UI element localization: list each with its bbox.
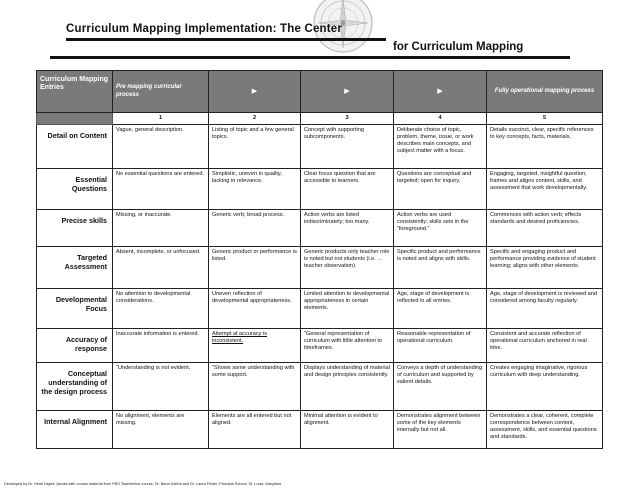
- table-cell: Specific product and performance is noted and aligns with skills.: [394, 247, 487, 289]
- level-number-row: [37, 113, 603, 125]
- table-cell: Demonstrates alignment between some of the key elements internally but not all.: [394, 411, 487, 449]
- table-cell: Listing of topic and a few general topics.: [209, 125, 301, 169]
- table-cell: Action verbs are listed indiscriminately; too many.: [301, 210, 394, 247]
- table-cell: Simplistic, uneven in quality, lacking in relevance.: [209, 169, 301, 210]
- page-title: Curriculum Mapping Implementation: The Center: [66, 23, 343, 35]
- table-row: [37, 210, 603, 247]
- level-blank-cell: [37, 113, 113, 125]
- table-cell: Commences with action verb; effects standards and desired proficiencies.: [487, 210, 603, 247]
- row-label: Accuracy of response: [37, 329, 113, 363]
- table-row: [37, 125, 603, 169]
- table-cell: Displays understanding of material and design principles consistently.: [301, 363, 394, 411]
- table-cell: Consistent and accurate reflection of operational curriculum anchored in real time.: [487, 329, 603, 363]
- table-row: [37, 169, 603, 210]
- table-row: [37, 363, 603, 411]
- table-cell: Conveys a depth of understanding of curriculum and supported by salient details.: [394, 363, 487, 411]
- level-number: 2: [209, 113, 301, 125]
- table-cell: Age, stage of development is reflected in all entries.: [394, 289, 487, 329]
- corner-label: Curriculum Mapping Entries: [37, 71, 113, 113]
- table-cell: No alignment, elements are missing.: [113, 411, 209, 449]
- table-cell: Generic verb; broad process.: [209, 210, 301, 247]
- table-cell: Limited attention to developmental appropriateness in certain elements.: [301, 289, 394, 329]
- table-cell: “Understanding is not evident.: [113, 363, 209, 411]
- row-label: Essential Questions: [37, 169, 113, 210]
- row-label: Precise skills: [37, 210, 113, 247]
- table-cell: Action verbs are used consistently; skills sets in the “foreground.”: [394, 210, 487, 247]
- arrow-icon: ▶: [301, 71, 394, 113]
- table-row: [37, 247, 603, 289]
- table-cell: Reasonable representation of operational curriculum.: [394, 329, 487, 363]
- arrow-icon: ▶: [394, 71, 487, 113]
- row-label: Detail on Content: [37, 125, 113, 169]
- table-cell: Questions are conceptual and targeted; open for inquiry.: [394, 169, 487, 210]
- table-row: [37, 329, 603, 363]
- table-cell: Uneven reflection of developmental appropriateness.: [209, 289, 301, 329]
- table-cell: Attempt at accuracy is inconsistent.: [209, 329, 301, 363]
- table-cell: Generic products only teacher role is noted but not students (i.e. …teacher observation).: [301, 247, 394, 289]
- level-number: 5: [487, 113, 603, 125]
- table-cell: Missing, or inaccurate.: [113, 210, 209, 247]
- table-cell: Absent, incomplete, or unfocused.: [113, 247, 209, 289]
- table-cell: Minimal attention is evident to alignment.: [301, 411, 394, 449]
- header: [0, 0, 638, 70]
- table-cell: Clear focus question that are accessible to learners.: [301, 169, 394, 210]
- header-row: [37, 71, 603, 113]
- arrow-icon: ▶: [209, 71, 301, 113]
- table-row: [37, 411, 603, 449]
- table-cell: “Shows some understanding with some support.: [209, 363, 301, 411]
- row-label: Internal Alignment: [37, 411, 113, 449]
- title-rule-bottom: [50, 56, 570, 59]
- table-row: [37, 289, 603, 329]
- table-cell: Concept with supporting subcomponents.: [301, 125, 394, 169]
- row-label: Developmental Focus: [37, 289, 113, 329]
- table-cell: Inaccurate information is entered.: [113, 329, 209, 363]
- table-cell: Details succinct, clear, specific references to key concepts, facts, materials.: [487, 125, 603, 169]
- footer-credit: Developed by Dr. Heidi Hayes Jacobs with course material from PBS Teacherline course, Dr. Bena Kallick and Dr. Laura Fisher, Principia School, St. Louis, Maryland: [4, 482, 282, 486]
- title-rule-top: [66, 38, 386, 41]
- rubric-table: [36, 70, 603, 449]
- row-label: Conceptual understanding of the design process: [37, 363, 113, 411]
- table-cell: No essential questions are entered.: [113, 169, 209, 210]
- table-cell: Specific and engaging product and performance providing evidence of student learning; aligns with other elements.: [487, 247, 603, 289]
- row-label: Targeted Assessment: [37, 247, 113, 289]
- fully-operational-label: Fully operational mapping process: [487, 71, 603, 113]
- page-subtitle: for Curriculum Mapping: [393, 41, 524, 53]
- table-cell: Engaging, targeted, insightful question; frames and aligns content, skills, and assessment that work developmentally.: [487, 169, 603, 210]
- table-cell: No attention to developmental considerations.: [113, 289, 209, 329]
- table-cell: Age, stage of development is reviewed and considered among faculty regularly.: [487, 289, 603, 329]
- table-cell: Deliberate choice of topic, problem, theme, issue, or work describes main concepts, and subject matter with a focus.: [394, 125, 487, 169]
- level-number: 1: [113, 113, 209, 125]
- table-cell: Creates engaging imaginative, rigorous curriculum with deep understanding.: [487, 363, 603, 411]
- level-number: 4: [394, 113, 487, 125]
- table-cell: Elements are all entered but not aligned.: [209, 411, 301, 449]
- table-cell: Vague, general description.: [113, 125, 209, 169]
- premapping-label: Pre mapping curricular process: [113, 71, 209, 113]
- table-cell: “General representation of curriculum with little attention to timeframes.: [301, 329, 394, 363]
- table-cell: Generic product or performance is listed.: [209, 247, 301, 289]
- table-cell: Demonstrates a clear, coherent, complete correspondence between content, assessment, skills, and essential questions and standards.: [487, 411, 603, 449]
- level-number: 3: [301, 113, 394, 125]
